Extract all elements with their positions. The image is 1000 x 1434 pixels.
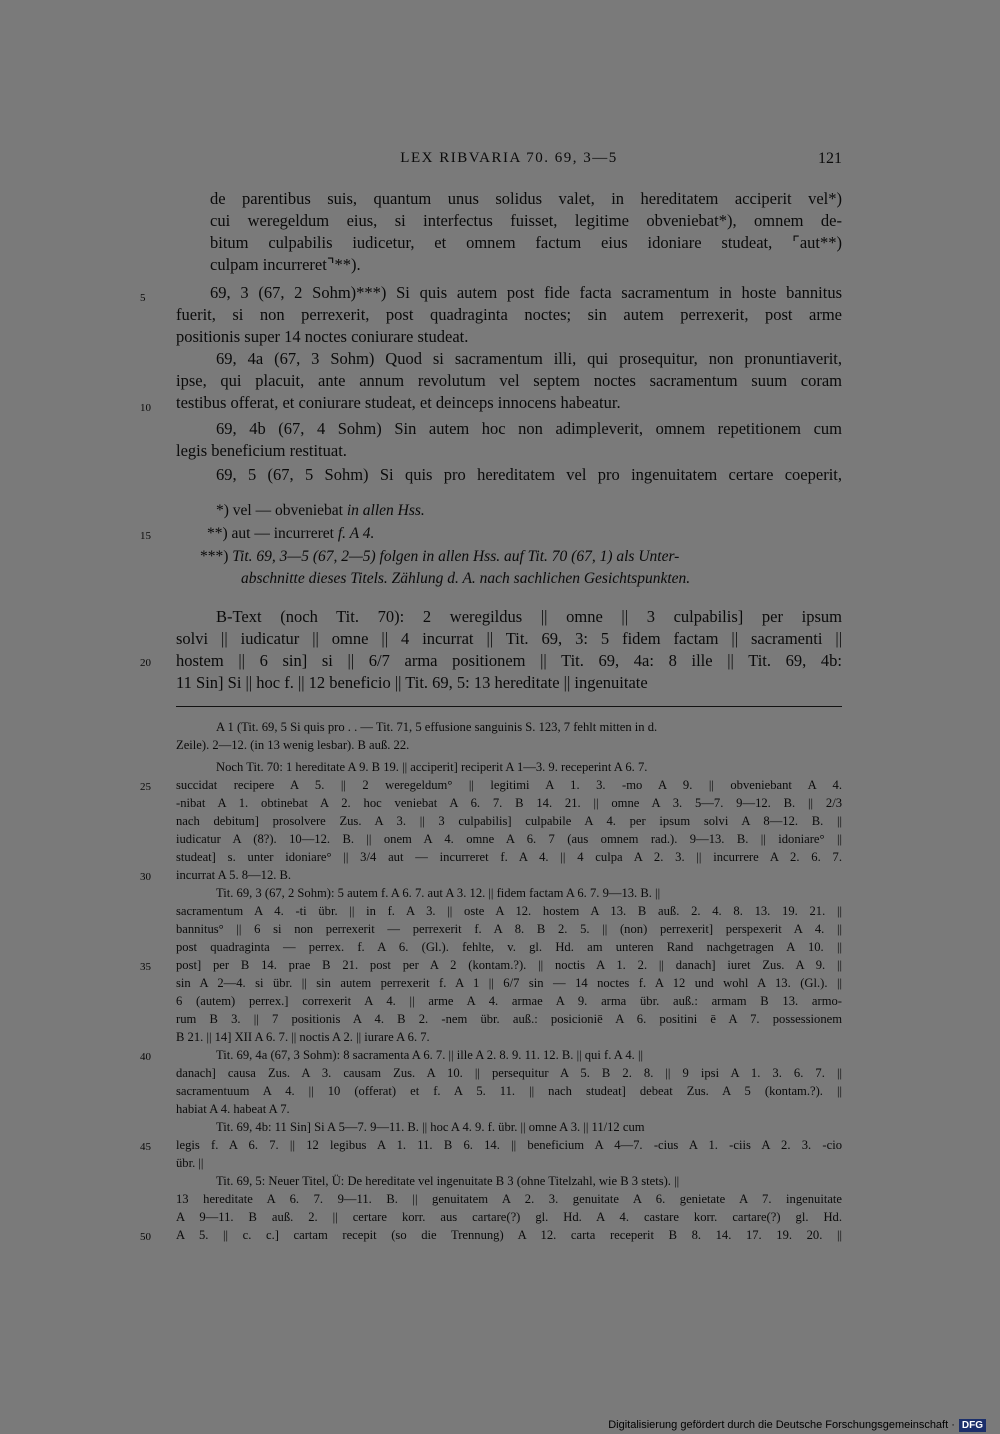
apparatus-line: sacramentum A 4. -ti übr. || in f. A 3. || oste A 12. hostem A 13. B auß. 2. 4. 8. 13. 19. 21. || bbox=[176, 904, 842, 918]
footnote-note: in allen Hss. bbox=[346, 502, 425, 519]
apparatus-line: rum B 3. || 7 positionis A 4. B 2. -nem übr. auß.: posicioniē A 6. positini ē A 7. possessionem bbox=[176, 1012, 842, 1026]
line-number: 5 bbox=[140, 292, 146, 304]
page-number: 121 bbox=[818, 150, 842, 167]
apparatus-line: übr. || bbox=[176, 1156, 204, 1170]
text-line: 69, 4a (67, 3 Sohm) Quod si sacramentum illi, qui prosequitur, non pronuntiaverit, bbox=[216, 349, 842, 368]
text-line: legis beneficium restituat. bbox=[176, 441, 347, 460]
b-text-line: B-Text (noch Tit. 70): 2 weregildus || omne || 3 culpabilis] per ipsum bbox=[216, 607, 842, 626]
apparatus-line: sacramentuum A 4. || 10 (offerat) et f. A 5. 11. || nach studeat] debeat Zus. A 5 (kontam.?). || bbox=[176, 1084, 842, 1098]
line-number: 40 bbox=[140, 1051, 151, 1063]
apparatus-line: legis f. A 6. 7. || 12 legibus A 1. 11. B 6. 14. || beneficium A 4—7. -cius A 1. -ciis A 2. 3. -cio bbox=[176, 1138, 842, 1152]
apparatus-line: post] per B 14. prae B 21. post per A 2 (kontam.?). || noctis A 1. 2. || danach] iuret Zus. A 9. || bbox=[176, 958, 842, 972]
line-number: 10 bbox=[140, 402, 151, 414]
text-line: ipse, qui placuit, ante annum revolutum vel septem noctes sacramentum suum coram bbox=[176, 371, 842, 390]
digitization-credit bbox=[608, 1417, 986, 1433]
footnote-mark: *) bbox=[216, 502, 229, 519]
text-line: 69, 5 (67, 5 Sohm) Si quis pro hereditatem vel pro ingenuitatem certare coeperit, bbox=[216, 465, 842, 484]
apparatus-line: studeat] s. unter idoniare° || 3/4 aut — incurreret f. A 4. || 4 culpa A 2. 3. || incurrere A 2. 6. 7. bbox=[176, 850, 842, 864]
footnote-note: abschnitte dieses Titels. Zählung d. A. nach sachlichen Gesichtspunkten. bbox=[241, 570, 691, 587]
text-line: positionis super 14 noctes coniurare studeat. bbox=[176, 327, 469, 346]
footnote-mark: ***) bbox=[200, 548, 229, 565]
footnote-mark: **) bbox=[207, 525, 228, 542]
apparatus-line: 6 (autem) perrex.] correxerit A 4. || arme A 4. armae A 9. arma übr. auß.: armam B 13. armo- bbox=[176, 994, 842, 1008]
apparatus-line: incurrat A 5. 8—12. B. bbox=[176, 868, 292, 882]
apparatus-line: Noch Tit. 70: 1 hereditate A 9. B 19. || acciperit] reciperit A 1—3. 9. receperint A 6. 7. bbox=[216, 760, 648, 774]
apparatus-line: A 5. || c. c.] cartam recepit (so die Trennung) A 12. carta receperit B 8. 14. 17. 19. 20. || bbox=[176, 1228, 842, 1242]
line-number: 20 bbox=[140, 657, 151, 669]
line-number: 25 bbox=[140, 781, 151, 793]
apparatus-line: Tit. 69, 5: Neuer Titel, Ü: De hereditate vel ingenuitate B 3 (ohne Titelzahl, wie B 3 stets). || bbox=[216, 1174, 680, 1188]
footnote-text: aut — incurreret bbox=[231, 525, 338, 542]
text-line: de parentibus suis, quantum unus solidus valet, in hereditatem acciperit vel*) bbox=[210, 189, 842, 208]
line-number: 45 bbox=[140, 1141, 151, 1153]
line-number: 50 bbox=[140, 1231, 151, 1243]
apparatus-line: iudicatur A (8?). 10—12. B. || onem A 4. omne A 6. 7 (aus omnem rad.). 9—13. B. || idoniare° || bbox=[176, 832, 842, 846]
apparatus-line: B 21. || 14] XII A 6. 7. || noctis A 2. || iurare A 6. 7. bbox=[176, 1030, 430, 1044]
apparatus-line: bannitus° || 6 si non perrexerit — perrexerit f. A 8. B 2. 5. || (non) perrexerit] perspexerit A 4. || bbox=[176, 922, 842, 936]
footnote bbox=[200, 546, 842, 568]
line-number: 35 bbox=[140, 961, 151, 973]
apparatus-line: -nibat A 1. obtinebat A 2. hoc veniebat A 6. 7. B 14. 21. || omne A 3. 5—7. 9—12. B. || 2/3 bbox=[176, 796, 842, 810]
text-line: testibus offerat, et coniurare studeat, et deinceps innocens habeatur. bbox=[176, 393, 621, 412]
apparatus-line: Tit. 69, 4a (67, 3 Sohm): 8 sacramenta A 6. 7. || ille A 2. 8. 9. 11. 12. B. || qui f. A 4. || bbox=[216, 1048, 643, 1062]
b-text-line: 11 Sin] Si || hoc f. || 12 beneficio || Tit. 69, 5: 13 hereditate || ingenuitate bbox=[176, 673, 648, 692]
b-text-line: hostem || 6 sin] si || 6/7 arma positionem || Tit. 69, 4a: 8 ille || Tit. 69, 4b: bbox=[176, 651, 842, 670]
footnote bbox=[207, 523, 374, 545]
apparatus-line: Tit. 69, 4b: 11 Sin] Si A 5—7. 9—11. B. || hoc A 4. 9. f. übr. || omne A 3. || 11/12 cum bbox=[216, 1120, 645, 1134]
apparatus-line: Zeile). 2—12. (in 13 wenig lesbar). B auß. 22. bbox=[176, 738, 410, 752]
apparatus-line: succidat recipere A 5. || 2 weregeldum° || legitimi A 1. 3. -mo A 9. || obveniebant A 4. bbox=[176, 778, 842, 792]
footnote-note: f. A 4. bbox=[337, 525, 375, 542]
apparatus-line: Tit. 69, 3 (67, 2 Sohm): 5 autem f. A 6. 7. aut A 3. 12. || fidem factam A 6. 7. 9—13. B. || bbox=[216, 886, 661, 900]
text-line: fuerit, si non perrexerit, post quadraginta noctes; sin autem perrexerit, post arme bbox=[176, 305, 842, 324]
text-line: bitum culpabilis iudicetur, et omnem factum eius idoniare studeat, ⌜aut**) bbox=[210, 233, 842, 252]
footnote-text: vel — obveniebat bbox=[232, 502, 347, 519]
apparatus-line: danach] causa Zus. A 3. causam Zus. A 10. || persequitur A 5. B 2. 8. || 9 ipsi A 1. 3. 6. 7. || bbox=[176, 1066, 842, 1080]
b-text-line: solvi || iudicatur || omne || 4 incurrat || Tit. 69, 3: 5 fidem factam || sacramenti || bbox=[176, 629, 842, 648]
apparatus-line: A 1 (Tit. 69, 5 Si quis pro . . — Tit. 71, 5 effusione sanguinis S. 123, 7 fehlt mitten in d. bbox=[216, 720, 658, 734]
apparatus-line: sin A 2—4. si übr. || sin autem perrexerit f. A 1 || 6/7 sin — 14 noctes f. A 12 und wohl A 13. (Gl.). || bbox=[176, 976, 842, 990]
footnote bbox=[216, 500, 425, 522]
text-line: cui weregeldum eius, si interfectus fuisset, legitime obveniebat*), omnem de- bbox=[210, 211, 842, 230]
text-line: 69, 4b (67, 4 Sohm) Sin autem hoc non adimpleverit, omnem repetitionem cum bbox=[216, 419, 842, 438]
page-header bbox=[176, 150, 842, 174]
line-number: 15 bbox=[140, 530, 151, 542]
line-number: 30 bbox=[140, 871, 151, 883]
apparatus-line: A 9—11. B auß. 2. || certare korr. aus cartare(?) gl. Hd. A 4. castare korr. cartare(?) gl. Hd. bbox=[176, 1210, 842, 1224]
apparatus-line: habiat A 4. habeat A 7. bbox=[176, 1102, 290, 1116]
apparatus-divider bbox=[176, 706, 842, 707]
footnote-note: Tit. 69, 3—5 (67, 2—5) folgen in allen Hss. auf Tit. 70 (67, 1) als Unter- bbox=[232, 548, 680, 565]
apparatus-line: 13 hereditate A 6. 7. 9—11. B. || genuitatem A 2. 3. genuitate A 6. genietate A 7. ingenuitate bbox=[176, 1192, 842, 1206]
apparatus-line: nach debitum] prosolvere Zus. A 3. || 3 culpabilis] culpabile A 4. per ipsum solvi A 8—12. B. || bbox=[176, 814, 842, 828]
running-title: LEX RIBVARIA 70. 69, 3—5 bbox=[400, 150, 618, 166]
footnote bbox=[241, 568, 690, 590]
credit-text: Digitalisierung gefördert durch die Deutsche Forschungsgemeinschaft · bbox=[608, 1419, 955, 1431]
dfg-logo: DFG bbox=[959, 1419, 986, 1432]
apparatus-line: post quadraginta — perrex. f. A 6. (Gl.). fehlte, v. gl. Hd. am unteren Rand nachgetragen A 10. || bbox=[176, 940, 842, 954]
text-line: 69, 3 (67, 2 Sohm)***) Si quis autem post fide facta sacramentum in hoste bannitus bbox=[210, 283, 842, 302]
text-line: culpam incurreret⌝**). bbox=[210, 255, 361, 274]
